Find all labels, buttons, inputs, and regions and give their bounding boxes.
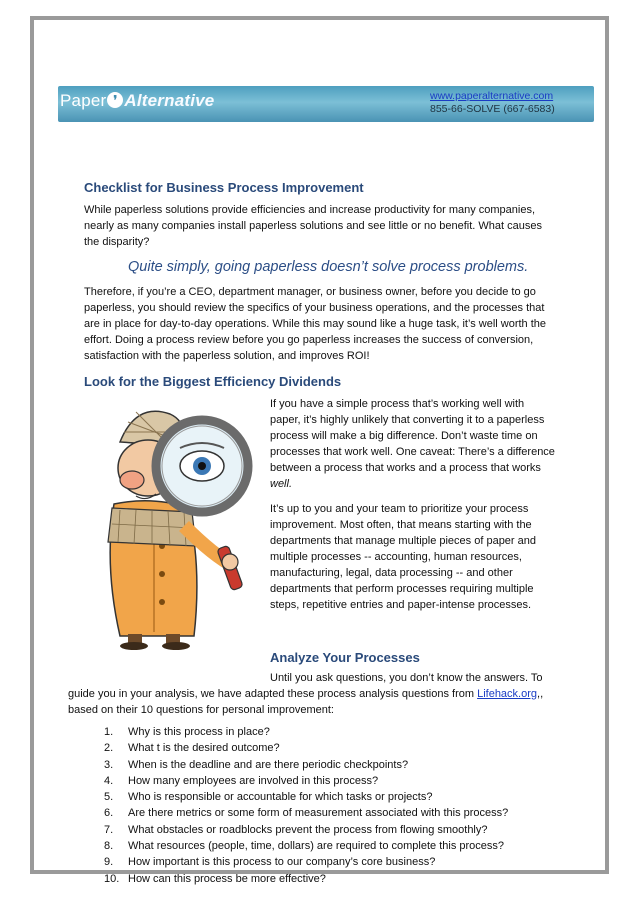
list-item-number: 6. (104, 807, 114, 820)
list-item (104, 822, 556, 838)
list-item-number: 1. (104, 726, 114, 738)
analyze-paragraph-tail: ,, based on their 10 questions for personal improvement: (68, 688, 544, 716)
section-efficiency-heading: Look for the Biggest Efficiency Dividends (84, 374, 342, 389)
list-item (104, 724, 556, 740)
analyze-paragraph-line1: Until you ask questions, you don’t know the answers. To (270, 672, 543, 684)
logo-alternative-text: Alternative (124, 91, 215, 110)
list-item-number: 4. (104, 774, 114, 787)
list-item-text: Who is responsible or accountable for which tasks or projects? (128, 791, 433, 804)
efficiency-paragraph-1-emphasis: well. (270, 478, 293, 490)
efficiency-paragraph-1-text: If you have a simple process that’s working well with paper, it’s highly unlikely that converting it to a paperless process will make a big difference. Don’t waste time on processes that work well. One caveat: There’s a difference between a process that works and a process that works (270, 398, 555, 474)
efficiency-section (84, 396, 556, 650)
logo (60, 91, 214, 111)
list-item-number: 7. (104, 823, 114, 836)
analyze-paragraph-text: guide you in your analysis, we have adapted these process analysis questions from (68, 688, 478, 700)
list-item-text: How can this process be more effective? (128, 872, 326, 885)
list-item-number: 2. (104, 742, 114, 755)
list-item-number: 10. (104, 872, 120, 885)
efficiency-paragraph-2: It’s up to you and your team to prioritize your process improvement. Most often, that means starting with the departments that manage multiple pieces of paper and multiple processes -- accounting, human resources, manufacturing, legal, data processing -- and other departments that perform processes requiring multiple steps, repetitive entries and paper-intense processes. (270, 503, 536, 611)
efficiency-paragraph-1 (270, 396, 556, 492)
list-item-text: What resources (people, time, dollars) are required to complete this process? (128, 840, 505, 853)
document-title: Checklist for Business Process Improvement (84, 180, 364, 195)
review-paragraph: Therefore, if you’re a CEO, department manager, or business owner, before you decide to go paperless, you should review the specifics of your business operations, and the processes that are in place for day-to-day operations. While this may sound like a huge task, it’s well worth the effort. Doing a process review before you go paperless increases the success of conversion, satisfaction with the paperless solution, and improves ROI! (84, 286, 547, 362)
list-item (104, 757, 556, 773)
process-questions-list (68, 724, 556, 887)
efficiency-text (270, 396, 556, 622)
intro-paragraph: While paperless solutions provide efficiencies and increase productivity for many companies, nearly as many companies install paperless solutions and see little or no benefit. What causes the disparity? (84, 204, 542, 248)
callout-quote: Quite simply, going paperless doesn’t solve process problems. (128, 259, 529, 275)
list-item-text: Why is this process in place? (128, 726, 270, 738)
list-item-number: 8. (104, 840, 114, 853)
detective-magnifier-illustration (84, 396, 264, 650)
list-item (104, 854, 556, 870)
logo-drop-icon: ❜ (107, 92, 123, 108)
list-item-number: 5. (104, 791, 114, 804)
list-item-text: What obstacles or roadblocks prevent the process from flowing smoothly? (128, 823, 488, 836)
list-item-number: 9. (104, 856, 114, 869)
list-item-text: What t is the desired outcome? (128, 742, 280, 755)
list-item (104, 773, 556, 789)
lifehack-link[interactable]: Lifehack.org (477, 688, 538, 700)
list-item (104, 871, 556, 887)
list-item (104, 740, 556, 756)
document-body (68, 180, 556, 887)
list-item-text: When is the deadline and are there periodic checkpoints? (128, 758, 409, 771)
list-item (104, 789, 556, 805)
list-item-text: How important is this process to our company’s core business? (128, 856, 436, 869)
list-item (104, 805, 556, 821)
list-item (104, 838, 556, 854)
list-item-text: Are there metrics or some form of measurement associated with this process? (128, 807, 509, 820)
contact-block (430, 90, 555, 116)
list-item-text: How many employees are involved in this process? (128, 774, 379, 787)
website-link[interactable]: www.paperalternative.com (430, 90, 554, 102)
phone-number: 855-66-SOLVE (667-6583) (430, 103, 555, 115)
list-item-number: 3. (104, 758, 114, 771)
analyze-paragraph (68, 686, 556, 718)
logo-paper-text: Paper (60, 91, 107, 110)
section-analyze-heading: Analyze Your Processes (270, 650, 420, 665)
